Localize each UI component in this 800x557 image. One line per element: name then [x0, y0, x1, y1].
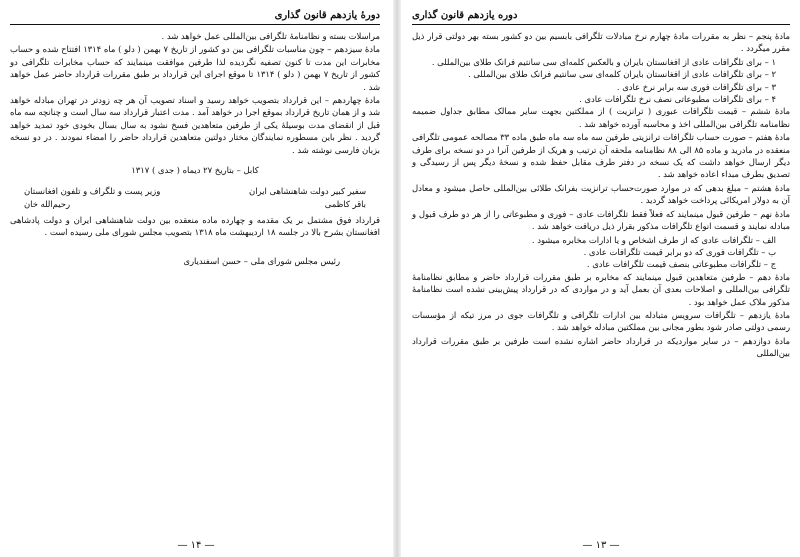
date-line: کابل – بتاریخ ۲۷ دیماه ( جدی ) ۱۳۱۷ — [131, 165, 259, 176]
article-13: مادهٔ سیزدهم – چون مناسبات تلگرافی بین دو کشور از تاریخ ۷ بهمن ( دلو ) ماه ۱۳۱۴ افتتاح شده و حساب مخابرات این مدت تا کنون تصفیه نگردیده لذا طرفین موافقت مینمایند که حساب مخابرات تلگرافی دو کشور از تاریخ ۷ بهمن ( دلو ) ۱۳۱۴ تا موقع اجرای این قرارداد بر طبق مقررات قرارداد حاضر عمل خواهد شد . — [10, 44, 380, 92]
right-page — [402, 0, 800, 557]
article-11: مادهٔ یازدهم – تلگرافات سرویس متبادله بین ادارات تلگرافی و تلگرافات جوی در مرز تیکه از مؤسسات رسمی دولتی صادر شود بطور مجانی بین مملکتین مبادله خواهد شد . — [412, 309, 790, 333]
telegram-type-item: ج – تلگرافات مطبوعاتی بنصف قیمت تلگرافات عادی . — [586, 259, 776, 270]
header-rule — [10, 24, 380, 25]
article-6: مادهٔ ششم – قیمت تلگرافات عبوری ( ترانزیت ) از مملکتین بجهت سایر ممالک مطابق جداول ضمیمه نظامنامه تلگرافی بین‌المللی اخذ و محاسبه آورده خواهد شد . — [412, 106, 790, 129]
signatory-titles — [10, 185, 380, 197]
book-gutter — [393, 0, 401, 557]
signatory-names — [10, 198, 380, 210]
afghan-signatory-title: وزیر پست و تلگراف و تلفون افغانستان — [24, 186, 161, 197]
telegram-type-item: الف – تلگرافات عادی که از طرف اشخاص و یا ادارات مخابره میشود . — [531, 234, 776, 245]
article-9: مادهٔ نهم – طرفین قبول مینمایند که فعلاً فقط تلگرافات عادی – فوری و مطبوعاتی را از هر دو طرف قبول و مبادله نمایند و قسمت انواع تلگرافات مذکور بقرار ذیل دریافت خواهد شد . — [412, 208, 790, 232]
article-12: مادهٔ دوازدهم – در سایر مواردیکه در قرارداد حاضر اشاره نشده است طرفین بر طبق مقررات قرارداد بین‌المللی — [412, 335, 790, 359]
rate-item: ۲ – برای تلگرافات عادی از افغانستان بایران کلمه‌ای سی سانتیم فرانک طلای بین‌المللی . — [467, 69, 776, 80]
speaker-signature: رئیس مجلس شورای ملی – حسن اسفندیاری — [183, 255, 340, 266]
left-page — [0, 0, 392, 557]
article-7: مادهٔ هفتم – صورت حساب تلگرافات ترانزیتی طرفین سه ماه سه ماه طبق ماده ۳۳ مصالحه عمومی تلگرافی منعقده در مادرید و ماده ۸۵ الی ۸۸ نظامنامه ملحقه آن ترتیب و هریک از طرفین آنرا در دو نسخه برای طرف دیگر ارسال خواهد داشت که یک نسخه در دفتر طرف مقابل حفظ شده و نسخهٔ دیگر پس از رسیدگی و تصدیق بطرف مبداء اعاده خواهد شد . — [412, 132, 790, 180]
article-5: مادهٔ پنجم – نظر به مقررات مادهٔ چهارم نرخ مبادلات تلگرافی بابسیم بین دو کشور بسته بهر دولتی قرار ذیل مقرر میگردد . — [412, 31, 790, 54]
running-header: دوره یازدهم قانون گذاری — [412, 10, 518, 21]
afghan-signatory-name: رحیم‌الله خان — [24, 198, 71, 209]
rate-item: ۳ – برای تلگرافات فوری سه برابر نرخ عادی . — [616, 81, 776, 92]
rate-item: ۱ – برای تلگرافات عادی از افغانستان بایران و بالعکس کلمه‌ای سی سانتیم فرانک طلای بین‌المللی . — [431, 56, 776, 67]
paragraph: مراسلات بسته و نظامنامهٔ تلگرافی بین‌المللی عمل خواهد شد . — [161, 31, 380, 41]
page-number: — ۱۳ — — [582, 540, 620, 551]
header-rule — [412, 24, 790, 25]
article-8: مادهٔ هشتم – مبلغ بدهی که در موارد صورت‌حساب ترانزیت بفرانک طلائی بین‌المللی حاصل میشود و معادل آن به دولار امریکائی پرداخت خواهد گردید . — [412, 182, 790, 206]
page-number: — ۱۴ — — [177, 540, 215, 551]
signatories — [10, 185, 380, 210]
telegram-type-item: ب – تلگرافات فوری که دو برابر قیمت تلگرافات عادی . — [583, 246, 776, 257]
iran-signatory-title: سفیر کبیر دولت شاهنشاهی ایران — [249, 186, 366, 197]
ratification-note: قرارداد فوق مشتمل بر یک مقدمه و چهارده ماده منعقده بین دولت شاهنشاهی ایران و دولت پادشاهی افغانستان بشرح بالا در جلسه ۱۸ اردیبهشت ماه ۱۳۱۸ بتصویب مجلس شورای ملی رسیده است . — [10, 215, 380, 238]
article-10: مادهٔ دهم – طرفین متعاهدین قبول مینمایند که مخابره بر طبق مقررات قرارداد حاضر و مطابق نظامنامهٔ تلگرافی بین‌المللی و اصلاحات بعدی آن بعمل آید و در مواردی که در قرارداد پیش‌بینی نشده است نظامنامهٔ مذکور ملاک عمل خواهد بود . — [412, 271, 790, 307]
rate-item: ۴ – برای تلگرافات مطبوعاتی نصف نرخ تلگرافات عادی . — [579, 94, 776, 105]
running-header: دورهٔ یازدهم قانون گذاری — [274, 10, 380, 21]
iran-signatory-name: باقر کاظمی — [324, 198, 366, 209]
article-14: مادهٔ چهاردهم – این قرارداد بتصویب خواهد رسید و اسناد تصویب آن هر چه زودتر در تهران مبادله خواهد شد و از همان تاریخ قرارداد بموقع اجرا در خواهد آمد . مدت اعتبار قرارداد سه سال است و چنانچه سه ماه قبل از انقضای مدت بوسیلهٔ یکی از طرفین متعاهدین فسخ نشود به سال بسال بخودی خود تمدید خواهد گردید . نظر باین مسطوره نمایندگان مختار دولتین متعاهدین قرارداد حاضر را امضاء نمودند . در دو نسخه بزبان فارسی نوشته شد . — [10, 95, 380, 155]
